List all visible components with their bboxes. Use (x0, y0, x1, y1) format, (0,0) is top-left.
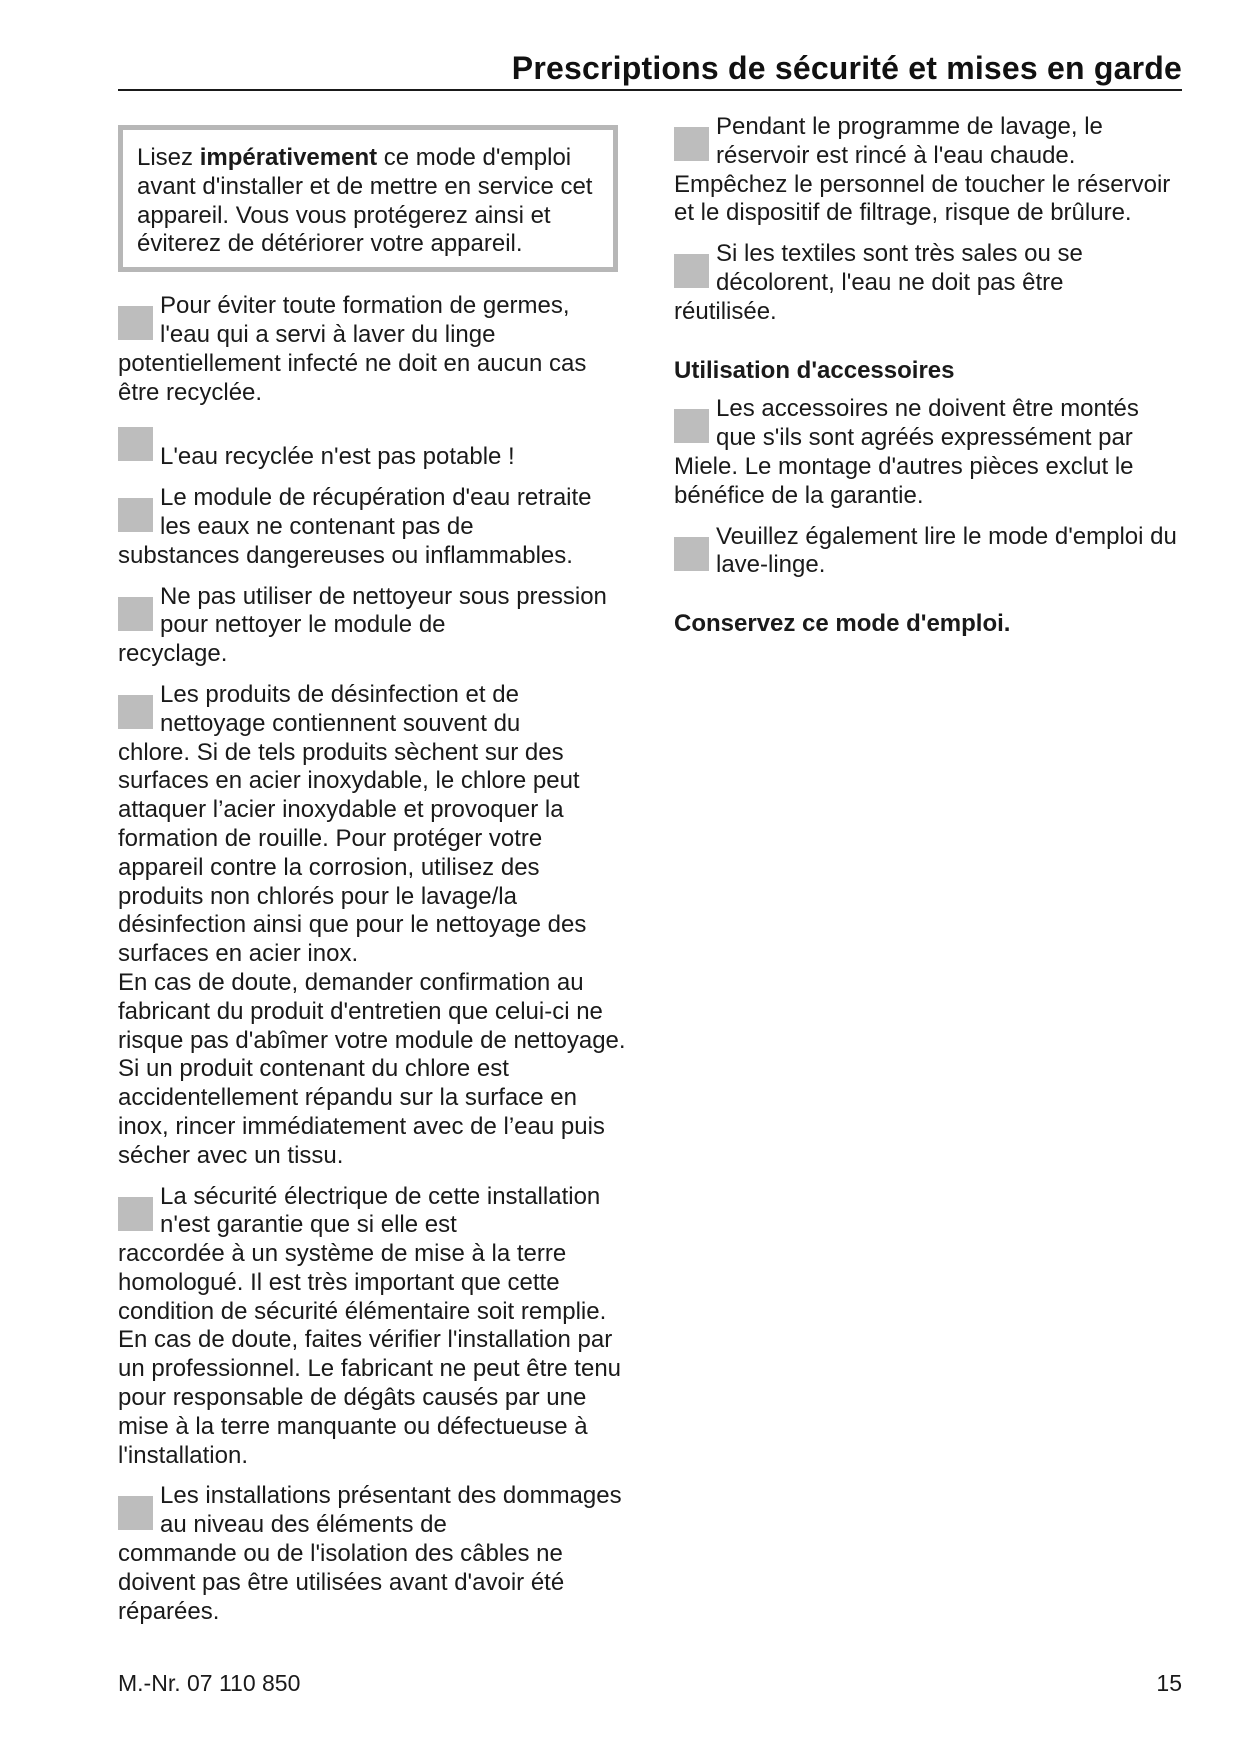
document-number: M.-Nr. 07 110 850 (118, 1670, 301, 1696)
warning-item (118, 484, 626, 570)
warning-text-rest: potentiellement infecté ne doit en aucun cas être recyclée. (118, 349, 587, 406)
warning-text-rest: commande ou de l'isolation des câbles ne doivent pas être utilisées avant d'avoir été réparées. (118, 1540, 565, 1625)
warning-item (674, 113, 1182, 228)
warning-item (674, 523, 1182, 581)
warning-bullet-icon (674, 537, 709, 571)
warning-text-rest: substances dangereuses ou inflammables. (118, 541, 573, 569)
warning-bullet-icon (118, 1197, 153, 1231)
notice-emphasis: impérativement (199, 144, 378, 171)
warning-bullet-icon (118, 1496, 153, 1530)
warning-item (674, 395, 1182, 510)
warning-item (118, 435, 626, 472)
page-number: 15 (1156, 1670, 1182, 1696)
warning-bullet-icon (674, 254, 709, 288)
warning-text-first: Les accessoires ne doivent être montés que s'ils sont agréés expressément par (716, 395, 1139, 452)
warning-bullet-icon (674, 127, 709, 161)
section-heading: Utilisation d'accessoires (674, 356, 955, 384)
warning-item (118, 583, 626, 669)
warning-text-rest: raccordée à un système de mise à la terre homologué. Il est très important que cette condition de sécurité élémentaire soit remplie. En cas de doute, faites vérifier l'installation par un professionnel. Le fabricant ne peut être tenu pour responsable de dégâts causés par une mise à la terre manquante ou défectueuse à l'installation. (118, 1240, 622, 1469)
warning-item (118, 1482, 626, 1626)
right-column (674, 113, 1182, 639)
warning-item (118, 681, 626, 1171)
notice-prefix: Lisez (137, 144, 200, 171)
warning-bullet-icon (118, 498, 153, 532)
warning-text-rest: chlore. Si de tels produits sèchent sur des surfaces en acier inoxydable, le chlore peut attaquer l’acier inoxydable et provoquer la formation de rouille. Pour protéger votre appareil contre la corrosion, utilisez des produits non chlorés pour le lavage/la désinfection ainsi que pour le nettoyage des surfaces en acier inox. (118, 738, 587, 968)
closing-note: Conservez ce mode d'emploi. (674, 610, 1011, 638)
warning-text-rest: réutilisée. (674, 297, 777, 325)
warning-text-first: Ne pas utiliser de nettoyeur sous pression pour nettoyer le module de (160, 582, 607, 639)
warning-text-rest: Empêchez le personnel de toucher le réservoir et le dispositif de filtrage, risque de brûlure. (674, 170, 1171, 227)
warning-bullet-icon (118, 597, 153, 631)
warning-text-first: Pendant le programme de lavage, le réservoir est rincé à l'eau chaude. (716, 113, 1103, 169)
warning-text-first: Pour éviter toute formation de germes, l'eau qui a servi à laver du linge (160, 292, 570, 348)
warning-bullet-icon (118, 695, 153, 729)
warning-item (118, 292, 626, 407)
warning-text-first: Les produits de désinfection et de nettoyage contiennent souvent du (160, 680, 521, 737)
warning-text-first: Si les textiles sont très sales ou se décolorent, l'eau ne doit pas être (716, 240, 1083, 296)
warning-text-first: Veuillez également lire le mode d'emploi du lave-linge. (716, 522, 1177, 579)
warning-text-rest: Miele. Le montage d'autres pièces exclut le bénéfice de la garantie. (674, 452, 1134, 509)
warning-text-first: Le module de récupération d'eau retraite les eaux ne contenant pas de (160, 484, 592, 540)
warning-item (674, 240, 1182, 326)
warning-text-rest: recyclage. (118, 640, 228, 668)
warning-text-rest: En cas de doute, demander confirmation au fabricant du produit d'entretien que celui-ci ne risque pas d'abîmer votre module de nettoyage. Si un produit contenant du chlore est accidentellement répandu sur la surface en inox, rincer immédiatement avec de l’eau puis sécher avec un tissu. (118, 968, 626, 1169)
left-column (118, 125, 626, 1638)
header-divider (118, 89, 1182, 91)
notice-box (118, 125, 618, 272)
warning-text-first: Les installations présentant des dommages au niveau des éléments de (160, 1482, 622, 1539)
warning-bullet-icon (118, 427, 153, 461)
warning-text-first: L'eau recyclée n'est pas potable ! (160, 443, 515, 471)
warning-bullet-icon (674, 409, 709, 443)
notice-text: ce mode d'emploi avant d'installer et de mettre en service cet appareil. Vous vous protégerez ainsi et éviterez de détériorer votre appareil. (137, 144, 593, 258)
warning-item (118, 1183, 626, 1471)
page-title: Prescriptions de sécurité et mises en garde (511, 50, 1182, 86)
warning-text-first: La sécurité électrique de cette installation n'est garantie que si elle est (160, 1182, 601, 1239)
warning-bullet-icon (118, 306, 153, 340)
